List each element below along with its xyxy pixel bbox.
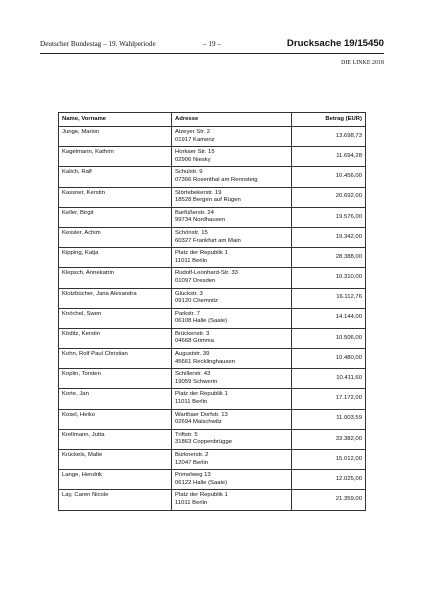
recipient-name: Lay, Caren Nicole <box>62 492 109 499</box>
address-city: 11011 Berlin <box>175 399 208 406</box>
address-street: Rudolf-Leonhard-Str. 33 <box>175 270 238 277</box>
cell-address <box>172 288 292 308</box>
table-row <box>59 389 366 409</box>
recipient-name: Klepsch, Annekatrin <box>62 270 115 277</box>
table-row <box>59 147 366 167</box>
cell-name <box>59 490 172 510</box>
table-row <box>59 288 366 308</box>
cell-name <box>59 167 172 187</box>
cell-address <box>172 207 292 227</box>
cell-address <box>172 409 292 429</box>
address-street: Schillerstr. 43 <box>175 371 211 378</box>
recipient-name: Krellmann, Jutta <box>62 431 105 438</box>
cell-address <box>172 187 292 207</box>
cell-name <box>59 187 172 207</box>
cell-address <box>172 450 292 470</box>
address-city: 60327 Frankfurt am Main <box>175 237 241 244</box>
cell-name <box>59 470 172 490</box>
cell-name <box>59 227 172 247</box>
table-row <box>59 248 366 268</box>
address-city: 02694 Malschwitz <box>175 419 222 426</box>
address-city: 01917 Kamenz <box>175 136 215 143</box>
cell-address <box>172 308 292 328</box>
address-city: 06108 Halle (Saale) <box>175 318 228 325</box>
header-parliament: Deutscher Bundestag – 19. Wahlperiode <box>40 40 156 48</box>
recipient-name: Koplin, Torsten <box>62 371 101 378</box>
cell-amount: 10.456,00 <box>292 167 366 187</box>
address-city: 11011 Berlin <box>175 499 208 506</box>
table-row <box>59 187 366 207</box>
cell-amount: 19.342,00 <box>292 227 366 247</box>
recipient-name: Krückels, Malte <box>62 452 103 458</box>
table-row <box>59 409 366 429</box>
table-header-row <box>59 113 366 127</box>
cell-address <box>172 490 292 510</box>
donations-table <box>58 112 366 511</box>
cell-address <box>172 429 292 449</box>
address-street: Primelweg 13 <box>175 472 211 479</box>
address-street: Brückenstr. 3 <box>175 330 210 337</box>
header-document-label: Drucksache 19/ <box>286 38 358 49</box>
cell-name <box>59 147 172 167</box>
table-row <box>59 470 366 490</box>
cell-amount: 10.310,00 <box>292 268 366 288</box>
address-city: 45661 Recklinghausen <box>175 358 235 365</box>
column-header-address: Adresse <box>172 113 292 127</box>
table-body <box>59 127 366 511</box>
address-city: 07366 Rosenthal am Rennsteig <box>175 176 258 183</box>
cell-amount: 11.694,28 <box>292 147 366 167</box>
address-street: Parkstr. 7 <box>175 310 200 317</box>
cell-amount: 28.388,00 <box>292 248 366 268</box>
table-row <box>59 450 366 470</box>
cell-address <box>172 167 292 187</box>
address-city: 01097 Dresden <box>175 277 216 284</box>
recipient-name: Kalich, Ralf <box>62 169 92 176</box>
cell-amount: 17.172,00 <box>292 389 366 409</box>
cell-name <box>59 409 172 429</box>
address-street: Alzeyer Str. 2 <box>175 129 211 135</box>
cell-name <box>59 308 172 328</box>
recipient-name: Keller, Birgit <box>62 209 94 216</box>
cell-name <box>59 349 172 369</box>
table-row <box>59 369 366 389</box>
table-row <box>59 127 366 147</box>
column-header-amount: Betrag (EUR) <box>292 113 366 127</box>
address-street: Warthaer Dorfstr. 13 <box>175 411 228 418</box>
cell-name <box>59 127 172 147</box>
address-city: 31863 Coppenbrügge <box>175 439 232 446</box>
cell-amount: 33.382,00 <box>292 429 366 449</box>
address-city: 09120 Chemnitz <box>175 298 218 305</box>
cell-address <box>172 389 292 409</box>
column-header-name: Name, Vorname <box>59 113 172 127</box>
address-city: 11011 Berlin <box>175 257 208 264</box>
cell-address <box>172 147 292 167</box>
address-street: Bürknerstr. 2 <box>175 452 209 458</box>
cell-name <box>59 288 172 308</box>
table-row <box>59 308 366 328</box>
cell-amount: 13.698,73 <box>292 127 366 147</box>
table-row <box>59 167 366 187</box>
recipient-name: Kassner, Kerstin <box>62 189 105 196</box>
recipient-name: Kohn, Rolf Paul Christian <box>62 351 128 358</box>
address-street: Schulstr. 9 <box>175 169 203 176</box>
header-rule <box>40 53 384 54</box>
recipient-name: Kosel, Heiko <box>62 411 96 418</box>
cell-address <box>172 127 292 147</box>
recipient-name: Kipping, Katja <box>62 250 99 257</box>
cell-amount: 16.112,76 <box>292 288 366 308</box>
cell-address <box>172 349 292 369</box>
cell-name <box>59 450 172 470</box>
cell-name <box>59 429 172 449</box>
cell-amount: 12.025,00 <box>292 470 366 490</box>
recipient-name: Knöchel, Swen <box>62 310 102 317</box>
recipient-name: Kagelmann, Kathrin <box>62 149 114 156</box>
recipient-name: Köditz, Kerstin <box>62 330 100 337</box>
table-row <box>59 268 366 288</box>
table-row <box>59 349 366 369</box>
address-city: 18528 Bergen auf Rügen <box>175 197 241 204</box>
cell-amount: 21.359,00 <box>292 490 366 510</box>
table-row <box>59 490 366 510</box>
cell-address <box>172 470 292 490</box>
cell-name <box>59 248 172 268</box>
address-street: Störtebekerstr. 19 <box>175 189 222 196</box>
address-city: 12047 Berlin <box>175 459 209 466</box>
page-header <box>40 40 384 52</box>
cell-name <box>59 389 172 409</box>
table-row <box>59 207 366 227</box>
address-city: 02906 Niesky <box>175 156 211 163</box>
cell-name <box>59 328 172 348</box>
recipient-name: Lange, Hendrik <box>62 472 102 479</box>
cell-amount: 11.003,59 <box>292 409 366 429</box>
address-street: Gluckstr. 3 <box>175 290 203 297</box>
cell-name <box>59 207 172 227</box>
cell-address <box>172 328 292 348</box>
cell-address <box>172 369 292 389</box>
address-street: Platz der Republik 1 <box>175 250 228 257</box>
table-row <box>59 429 366 449</box>
cell-amount: 10.480,00 <box>292 349 366 369</box>
table-row <box>59 328 366 348</box>
cell-amount: 15.012,00 <box>292 450 366 470</box>
address-city: 06122 Halle (Saale) <box>175 479 228 486</box>
address-street: Auguststr. 39 <box>175 351 210 358</box>
header-page-number: – 19 – <box>203 40 221 48</box>
address-city: 99734 Nordhausen <box>175 217 226 224</box>
cell-amount: 14.144,00 <box>292 308 366 328</box>
recipient-name: Klotzbücher, Jana Alexandra <box>62 290 137 297</box>
party-year-label: DIE LINKE 2018 <box>341 60 384 66</box>
cell-amount: 10.411,60 <box>292 369 366 389</box>
cell-amount: 10.506,00 <box>292 328 366 348</box>
address-street: Schönstr. 15 <box>175 229 208 236</box>
address-city: 04668 Grimma <box>175 338 214 345</box>
address-street: Barfüßerstr. 24 <box>175 209 214 216</box>
recipient-name: Korte, Jan <box>62 391 89 398</box>
recipient-name: Junge, Marion <box>62 129 100 135</box>
address-city: 19059 Schwerin <box>175 378 218 385</box>
address-street: Platz der Republik 1 <box>175 492 228 499</box>
cell-amount: 20.692,00 <box>292 187 366 207</box>
header-document-number <box>287 38 384 49</box>
cell-address <box>172 227 292 247</box>
cell-amount: 19.576,00 <box>292 207 366 227</box>
cell-address <box>172 268 292 288</box>
address-street: Horkaer Str. 15 <box>175 149 215 156</box>
cell-address <box>172 248 292 268</box>
cell-name <box>59 369 172 389</box>
cell-name <box>59 268 172 288</box>
header-document-id: 15450 <box>357 38 384 49</box>
table-row <box>59 227 366 247</box>
address-street: Triftstr. 5 <box>175 431 198 438</box>
recipient-name: Kessler, Achim <box>62 229 101 236</box>
address-street: Platz der Republik 1 <box>175 391 228 398</box>
